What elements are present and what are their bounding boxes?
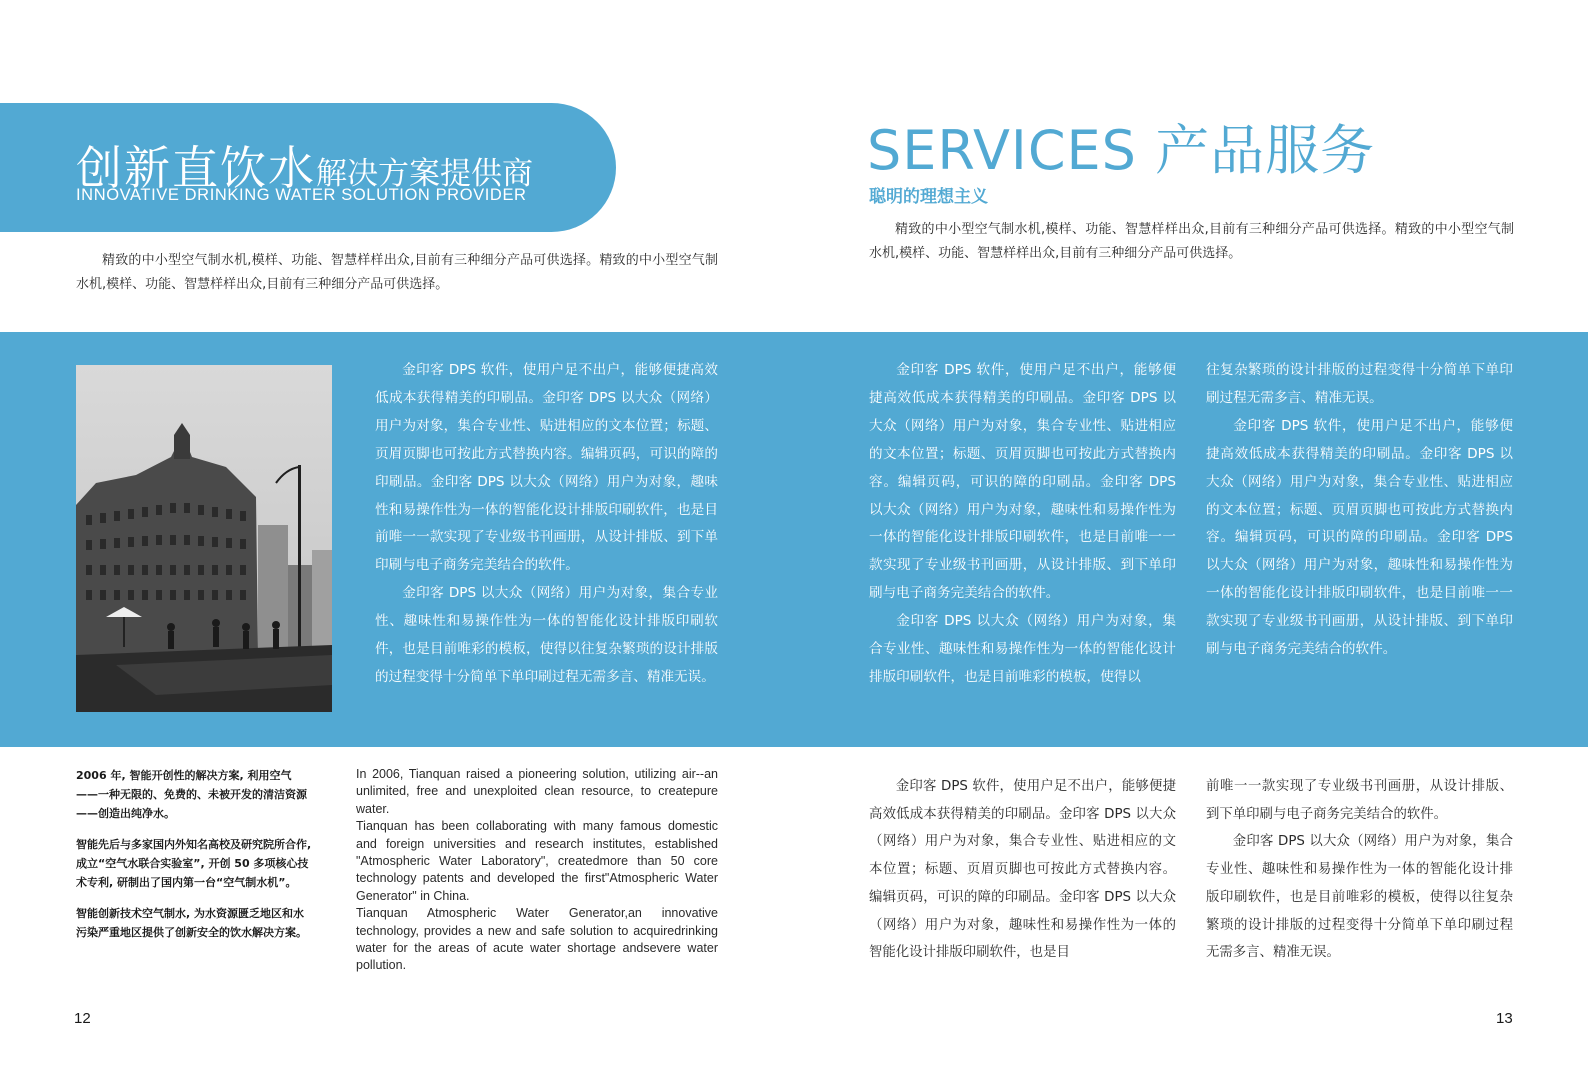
building-photo [76, 365, 332, 712]
page-number-right: 13 [1496, 1010, 1513, 1027]
side-notes-english [356, 766, 718, 975]
title-large: 创新直饮水 [76, 141, 316, 195]
side-note-en: Tianquan Atmospheric Water Generator,an innovative technology, provides a new and safe solution to acquiredrinking water for the areas of acute water shortage andsevere water pollution. [356, 906, 718, 973]
bottom-paragraph: 金印客 DPS 以大众（网络）用户为对象，集合专业性、趣味性和易操作性为一体的智能化设计排版印刷软件，也是目前唯彩的模板，使得以往复杂繁琐的设计排版的过程变得十分简单下单印刷过程无需多言、精准无误。 [1206, 834, 1513, 961]
services-title: SERVICES 产品服务 [867, 119, 1376, 182]
bottom-paragraph: 金印客 DPS 软件，使用户足不出户，能够便捷高效低成本获得精美的印刷品。金印客 DPS 以大众（网络）用户为对象，集合专业性、贴进相应的文本位置；标题、页眉页脚也可按此方式替换内容。编辑页码，可识的障的印刷品。金印客 DPS 以大众（网络）用户为对象，趣味性和易操作性为一体的智能化设计排版印刷软件，也是目 [869, 779, 1176, 961]
side-notes-chinese [76, 766, 312, 954]
services-subtitle: 聪明的理想主义 [869, 187, 988, 207]
title-small: 解决方案提供商 [316, 156, 533, 192]
band-paragraph: 金印客 DPS 以大众（网络）用户为对象，集合专业性、趣味性和易操作性为一体的智能化设计排版印刷软件，也是目前唯彩的模板，使得以 [869, 613, 1176, 685]
band-paragraph: 金印客 DPS 软件，使用户足不出户，能够便捷高效低成本获得精美的印刷品。金印客 DPS 以大众（网络）用户为对象，集合专业性、贴进相应的文本位置；标题、页眉页脚也可按此方式替换内容。编辑页码，可识的障的印刷品。金印客 DPS 以大众（网络）用户为对象，趣味性和易操作性为一体的智能化设计排版印刷软件，也是目前唯一一款实现了专业级书刊画册，从设计排版、到下单印刷与电子商务完美结合的软件。 [869, 362, 1176, 602]
bottom-column-2 [1206, 773, 1513, 967]
page-subtitle-en: INNOVATIVE DRINKING WATER SOLUTION PROVIDER [76, 186, 527, 204]
intro-paragraph-left: 精致的中小型空气制水机,模样、功能、智慧样样出众,目前有三种细分产品可供选择。精致的中小型空气制水机,模样、功能、智慧样样出众,目前有三种细分产品可供选择。 [76, 253, 718, 292]
side-note-en: Tianquan has been collaborating with many famous domestic and foreign universities and research institutes, established "Atmospheric Water Laboratory", createdmore than 50 core technology patents and developed the first"Atmospheric Water Generator" in China. [356, 819, 718, 903]
intro-paragraph-right: 精致的中小型空气制水机,模样、功能、智慧样样出众,目前有三种细分产品可供选择。精致的中小型空气制水机,模样、功能、智慧样样出众,目前有三种细分产品可供选择。 [869, 222, 1514, 261]
band-paragraph: 金印客 DPS 软件，使用户足不出户，能够便捷高效低成本获得精美的印刷品。金印客 DPS 以大众（网络）用户为对象，集合专业性、贴进相应的文本位置；标题、页眉页脚也可按此方式替换内容。编辑页码，可识的障的印刷品。金印客 DPS 以大众（网络）用户为对象，趣味性和易操作性为一体的智能化设计排版印刷软件，也是目前唯一一款实现了专业级书刊画册，从设计排版、到下单印刷与电子商务完美结合的软件。 [375, 362, 718, 574]
side-note-en: In 2006, Tianquan raised a pioneering solution, utilizing air--an unlimited, free and unexploited clean resource, to createpure water. [356, 767, 718, 816]
band-paragraph: 金印客 DPS 以大众（网络）用户为对象，集合专业性、趣味性和易操作性为一体的智能化设计排版印刷软件，也是目前唯彩的模板，使得以往复杂繁琐的设计排版的过程变得十分简单下单印刷过程无需多言、精准无误。 [375, 585, 718, 685]
side-note: 智能先后与多家国内外知名高校及研究院所合作, 成立“空气水联合实验室”, 开创 50 多项核心技术专利, 研制出了国内第一台“空气制水机”。 [76, 838, 312, 889]
band-column-right-2 [1206, 357, 1513, 664]
side-note: 智能创新技术空气制水, 为水资源匮乏地区和水污染严重地区提供了创新安全的饮水解决方案。 [76, 907, 307, 939]
band-column-left [375, 357, 718, 692]
bottom-paragraph-continued: 前唯一一款实现了专业级书刊画册，从设计排版、到下单印刷与电子商务完美结合的软件。 [1206, 779, 1513, 822]
band-paragraph: 金印客 DPS 软件，使用户足不出户，能够便捷高效低成本获得精美的印刷品。金印客 DPS 以大众（网络）用户为对象，集合专业性、贴进相应的文本位置；标题、页眉页脚也可按此方式替换内容。编辑页码，可识的障的印刷品。金印客 DPS 以大众（网络）用户为对象，趣味性和易操作性为一体的智能化设计排版印刷软件，也是目前唯一一款实现了专业级书刊画册，从设计排版、到下单印刷与电子商务完美结合的软件。 [1206, 417, 1513, 658]
band-column-right-1 [869, 357, 1176, 692]
building-photo-illustration [76, 365, 332, 712]
band-paragraph-continued: 往复杂繁琐的设计排版的过程变得十分简单下单印刷过程无需多言、精准无误。 [1206, 362, 1513, 406]
side-note: 2006 年, 智能开创性的解决方案, 利用空气——一种无限的、免费的、未被开发的清洁资源——创造出纯净水。 [76, 769, 307, 820]
bottom-column-1 [869, 773, 1176, 967]
page-number-left: 12 [74, 1010, 91, 1027]
